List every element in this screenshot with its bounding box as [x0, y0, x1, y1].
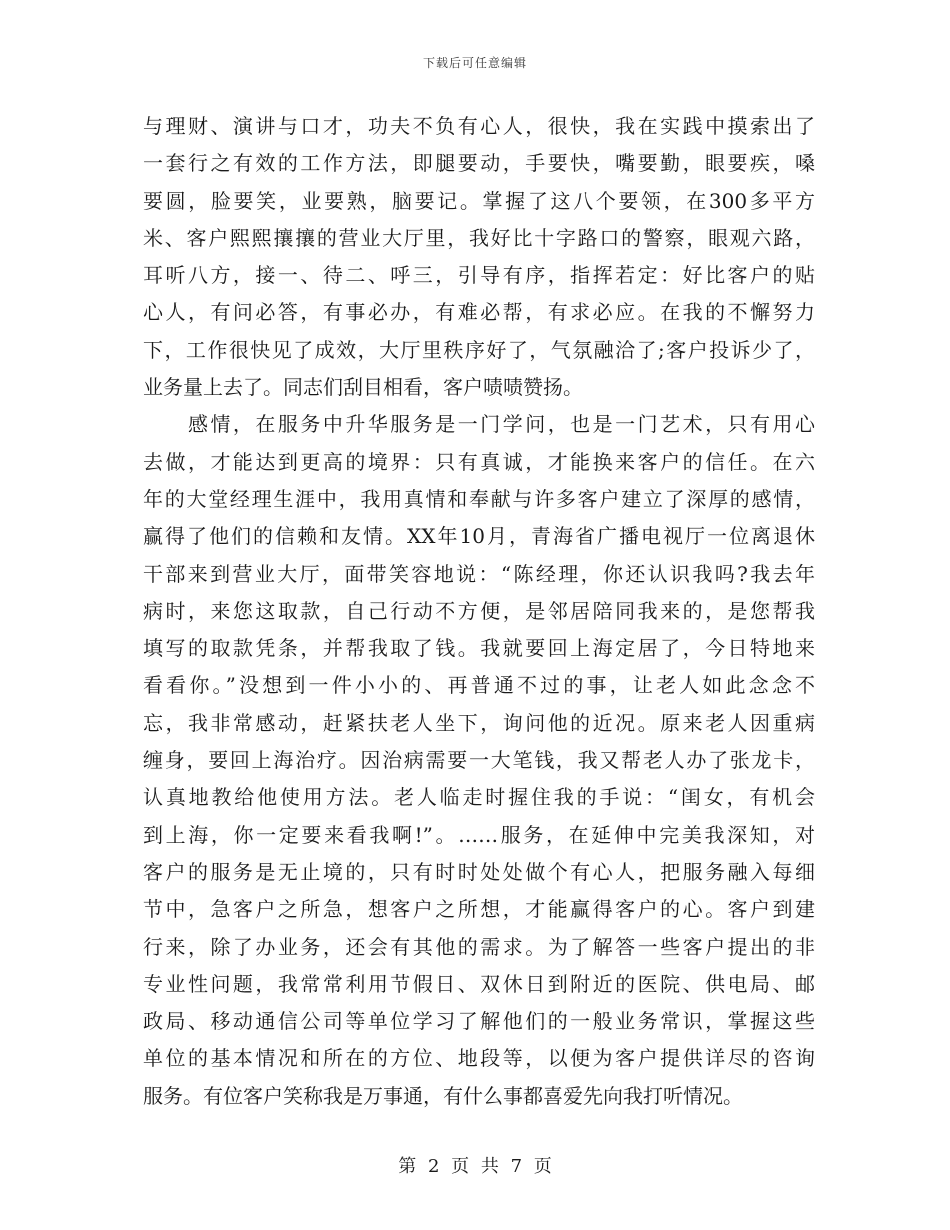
- text-line: 看看你。”没想到一件小小的、再普通不过的事，让老人如此念念不: [143, 673, 815, 698]
- text-line: 病时，来您这取款，自己行动不方便，是邻居陪同我来的，是您帮我: [143, 598, 815, 623]
- text-line: 心人，有问必答，有事必办，有难必帮，有求必应。在我的不懈努力: [143, 300, 815, 325]
- text-line: 节中，急客户之所急，想客户之所想，才能赢得客户的心。客户到建: [143, 897, 815, 922]
- text-line: 赢得了他们的信赖和友情。XX年10月，青海省广播电视厅一位离退休: [143, 524, 815, 549]
- document-body: [143, 108, 815, 1115]
- text-line: 干部来到营业大厅，面带笑容地说：“陈经理，你还认识我吗?我去年: [143, 561, 815, 586]
- text-line: 忘，我非常感动，赶紧扶老人坐下，询问他的近况。原来老人因重病: [143, 710, 815, 735]
- text-line: 年的大堂经理生涯中，我用真情和奉献与许多客户建立了深厚的感情，: [143, 486, 815, 511]
- text-line: 业务量上去了。同志们刮目相看，客户啧啧赞扬。: [143, 375, 583, 400]
- text-line: 认真地教给他使用方法。老人临走时握住我的手说：“闺女，有机会: [143, 785, 815, 810]
- text-line: 到上海，你一定要来看我啊!”。……服务，在延伸中完美我深知，对: [143, 822, 815, 847]
- text-line: 缠身，要回上海治疗。因治病需要一大笔钱，我又帮老人办了张龙卡，: [143, 748, 815, 773]
- text-line: 一套行之有效的工作方法，即腿要动，手要快，嘴要勤，眼要疾，嗓: [143, 151, 815, 176]
- page-header: 下载后可任意编辑: [422, 56, 527, 70]
- text-line: 专业性问题，我常常利用节假日、双休日到附近的医院、供电局、邮: [143, 971, 815, 996]
- text-line: 客户的服务是无止境的，只有时时处处做个有心人，把服务融入每细: [143, 859, 815, 884]
- text-line: 填写的取款凭条，并帮我取了钱。我就要回上海定居了，今日特地来: [143, 636, 815, 661]
- text-line: 政局、移动通信公司等单位学习了解他们的一般业务常识，掌握这些: [143, 1009, 815, 1034]
- text-line: 下，工作很快见了成效，大厅里秩序好了，气氛融洽了;客户投诉少了，: [143, 337, 815, 362]
- text-line: 单位的基本情况和所在的方位、地段等，以便为客户提供详尽的咨询: [143, 1046, 815, 1071]
- text-line: 要圆，脸要笑，业要熟，脑要记。掌握了这八个要领，在300多平方: [143, 188, 815, 213]
- text-line: 感情，在服务中升华服务是一门学问，也是一门艺术，只有用心: [143, 412, 815, 437]
- text-line: 服务。有位客户笑称我是万事通，有什么事都喜爱先向我打听情况。: [143, 1083, 743, 1108]
- page-number: 第 2 页 共 7 页: [398, 1156, 552, 1177]
- text-line: 耳听八方，接一、待二、呼三，引导有序，指挥若定：好比客户的贴: [143, 263, 815, 288]
- text-line: 去做，才能达到更高的境界：只有真诚，才能换来客户的信任。在六: [143, 449, 815, 474]
- text-line: 与理财、演讲与口才，功夫不负有心人，很快，我在实践中摸索出了: [143, 114, 815, 138]
- text-line: 米、客户熙熙攘攘的营业大厅里，我好比十字路口的警察，眼观六路，: [143, 225, 815, 250]
- text-line: 行来，除了办业务，还会有其他的需求。为了解答一些客户提出的非: [143, 934, 815, 959]
